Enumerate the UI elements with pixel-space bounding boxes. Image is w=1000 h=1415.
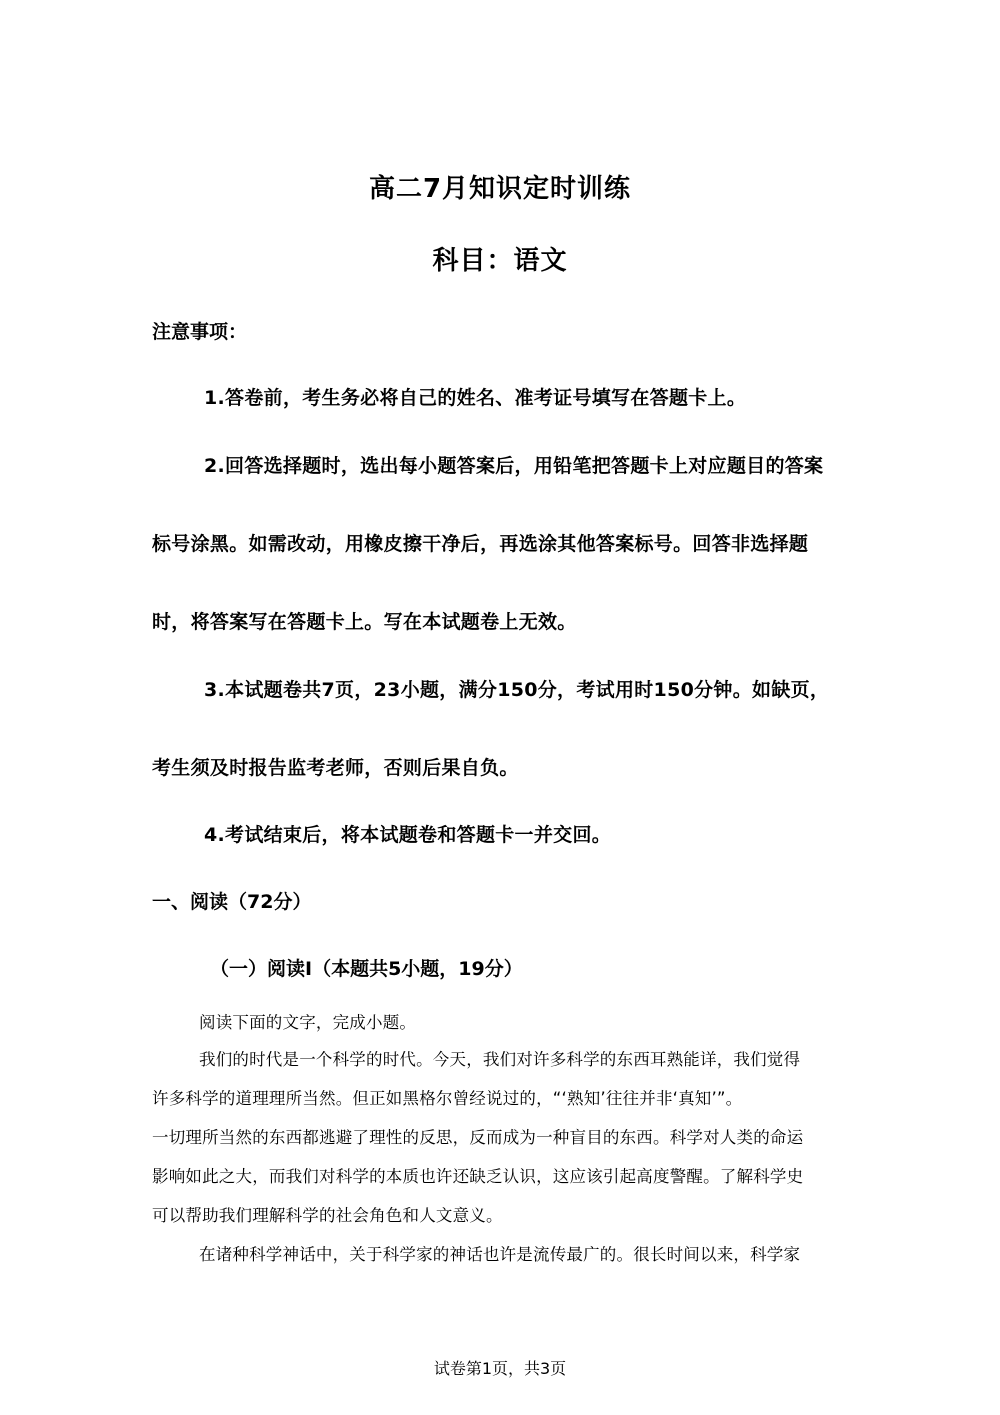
note-line-2: 2.回答选择题时，选出每小题答案后，用铅笔把答题卡上对应题目的答案 xyxy=(204,455,824,477)
section-heading: 一、阅读（72分） xyxy=(152,891,312,913)
subsection-heading: （一）阅读Ⅰ（本题共5小题，19分） xyxy=(210,958,523,980)
passage-line-1: 我们的时代是一个科学的时代。今天，我们对许多科学的东西耳熟能详，我们觉得 xyxy=(199,1050,801,1069)
exam-title: 高二7月知识定时训练 xyxy=(368,174,632,204)
note-line-7: 4.考试结束后，将本试题卷和答题卡一并交回。 xyxy=(204,824,612,846)
note-line-5: 3.本试题卷共7页，23小题，满分150分，考试用时150分钟。如缺页， xyxy=(204,679,830,701)
note-line-3: 标号涂黑。如需改动，用橡皮擦干净后，再选涂其他答案标号。回答非选择题 xyxy=(152,533,809,555)
note-line-6: 考生须及时报告监考老师，否则后果自负。 xyxy=(152,757,519,779)
passage-line-3: 一切理所当然的东西都逃避了理性的反思，反而成为一种盲目的东西。科学对人类的命运 xyxy=(152,1128,804,1147)
note-line-1: 1.答卷前，考生务必将自己的姓名、准考证号填写在答题卡上。 xyxy=(204,387,747,409)
page-footer: 试卷第1页，共3页 xyxy=(433,1359,567,1378)
passage-line-2: 许多科学的道理理所当然。但正如黑格尔曾经说过的，“‘熟知’往往并非‘真知’”。 xyxy=(152,1089,743,1108)
exam-subject: 科目：语文 xyxy=(432,246,568,276)
note-line-4: 时，将答案写在答题卡上。写在本试题卷上无效。 xyxy=(152,611,577,633)
passage-line-4: 影响如此之大，而我们对科学的本质也许还缺乏认识，这应该引起高度警醒。了解科学史 xyxy=(152,1167,804,1186)
reading-instruction: 阅读下面的文字，完成小题。 xyxy=(199,1013,417,1032)
passage-line-6: 在诸种科学神话中，关于科学家的神话也许是流传最广的。很长时间以来，科学家 xyxy=(199,1245,801,1264)
notes-heading: 注意事项： xyxy=(152,321,248,343)
passage-line-5: 可以帮助我们理解科学的社会角色和人文意义。 xyxy=(152,1206,503,1225)
